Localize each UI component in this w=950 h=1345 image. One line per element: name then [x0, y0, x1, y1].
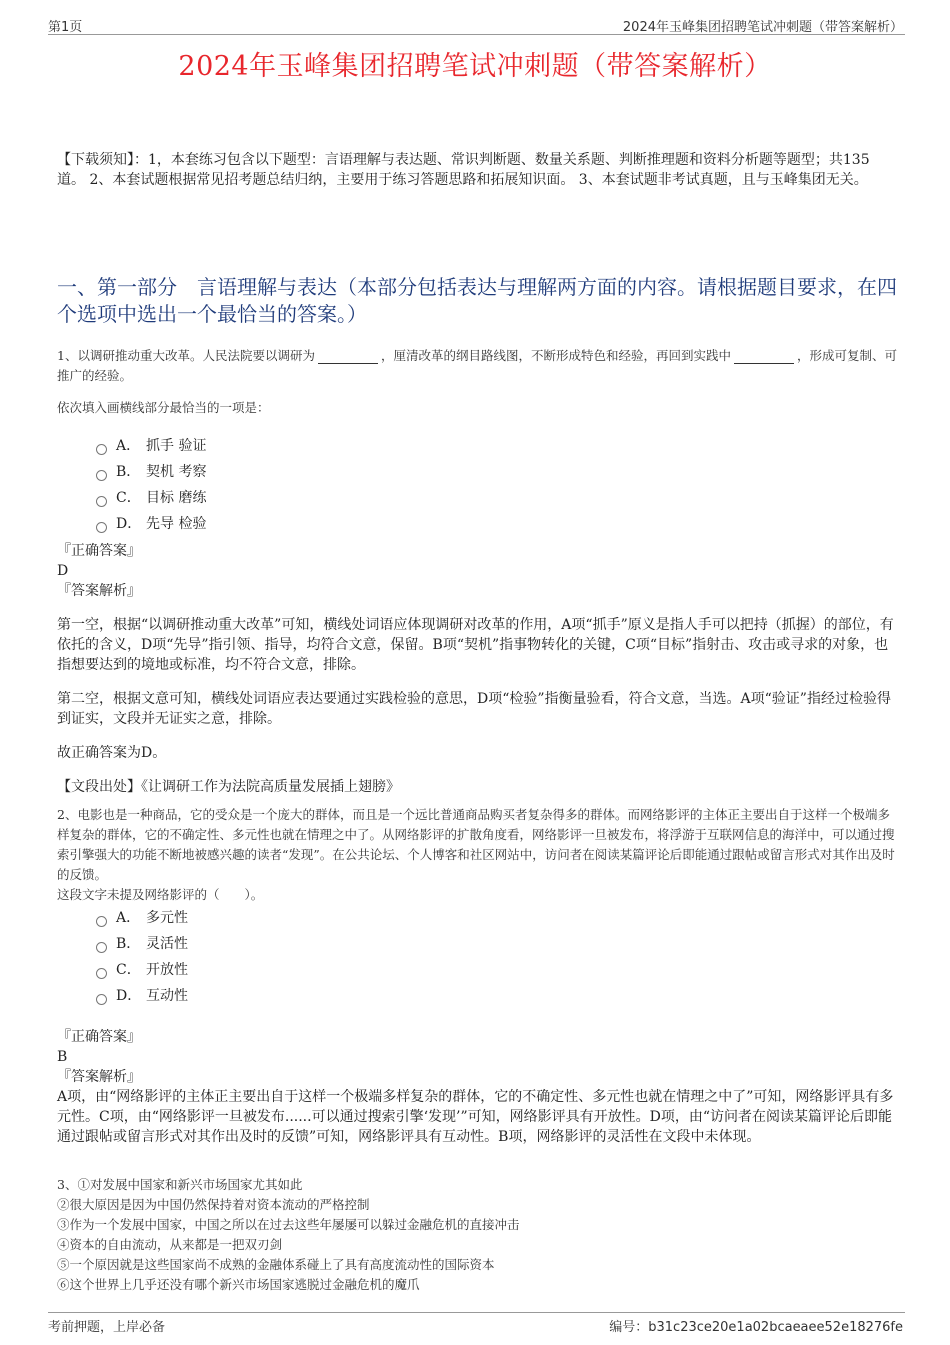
question-1-prompt: 依次填入画横线部分最恰当的一项是：: [57, 400, 270, 415]
question-2-stem: 2、电影也是一种商品，它的受众是一个庞大的群体，而且是一个远比普通商品购买者复杂得多的群体。而网络影评的主体正主要出自于这样一个极端多样复杂的群体，它的不确定性、多元性也就在情理之中了。从网络影评的扩散角度看，网络影评一旦被发布，将浮游于互联网信息的海洋中，可以通过搜索引擎强大的功能不断地被感兴趣的读者“发现”。在公共论坛、个人博客和社区网站中，访问者在阅读某篇评论后即能通过跟帖或留言形式对其作出及时的反馈。: [57, 807, 895, 882]
question-1-options: [96, 433, 206, 537]
analysis-paragraph-2: 第二空，根据文意可知，横线处词语应表达要通过实践检验的意思，D项“检验”指衡量验看，符合文意，当选。A项“验证”指经过检验得到证实，文段并无证实之意，排除。: [57, 691, 891, 727]
option-a[interactable]: A． 多元性: [96, 905, 188, 931]
question-2-answer-block: [57, 1027, 895, 1147]
question-2-prompt: 这段文字未提及网络影评的（ ）。: [57, 887, 264, 902]
page-number: 第1页: [48, 20, 83, 35]
footer-slogan: 考前押题，上岸必备: [48, 1320, 166, 1335]
radio-icon[interactable]: [96, 942, 107, 953]
analysis-conclusion: 故正确答案为D。: [57, 745, 167, 761]
option-c[interactable]: C． 目标 磨练: [96, 485, 206, 511]
source-citation: 【文段出处】《让调研工作为法院高质量发展插上翅膀》: [57, 779, 400, 795]
radio-icon[interactable]: [96, 522, 107, 533]
radio-icon[interactable]: [96, 994, 107, 1005]
analysis-label: 『答案解析』: [57, 1069, 141, 1085]
page-header: [48, 14, 905, 35]
blank-1: [318, 350, 378, 364]
blank-2: [734, 350, 794, 364]
radio-icon[interactable]: [96, 470, 107, 481]
analysis-paragraph: A项，由“网络影评的主体正主要出自于这样一个极端多样复杂的群体，它的不确定性、多元性也就在情理之中了”可知，网络影评具有多元性。C项，由“网络影评一旦被发布......可以通过搜索引擎‘发现’”可知，网络影评具有开放性。D项，由“访问者在阅读某篇评论后即能通过跟帖或留言形式对其作出及时的反馈”可知，网络影评具有互动性。B项，网络影评的灵活性在文段中未体现。: [57, 1089, 894, 1145]
statement-line: ②很大原因是因为中国仍然保持着对资本流动的严格控制: [57, 1197, 370, 1212]
option-d[interactable]: D． 先导 检验: [96, 511, 206, 537]
analysis-label: 『答案解析』: [57, 583, 141, 599]
option-d[interactable]: D． 互动性: [96, 983, 188, 1009]
statement-line: ④资本的自由流动，从来都是一把双刃剑: [57, 1237, 283, 1252]
statement-line: ⑥这个世界上几乎还没有哪个新兴市场国家逃脱过金融危机的魔爪: [57, 1277, 420, 1292]
statement-line: ⑤一个原因就是这些国家尚不成熟的金融体系碰上了具有高度流动性的国际资本: [57, 1257, 495, 1272]
radio-icon[interactable]: [96, 916, 107, 927]
radio-icon[interactable]: [96, 496, 107, 507]
footer-serial: 编号：b31c23ce20e1a02bcaeaee52e18276fe: [609, 1320, 903, 1335]
answer-label: 『正确答案』: [57, 543, 141, 559]
option-a[interactable]: A． 抓手 验证: [96, 433, 206, 459]
question-1-stem: 1、以调研推动重大改革。人民法院要以调研为 ，厘清改革的纲目路线图，不断形成特色和经验，再回到实践中 ，形成可复制、可推广的经验。: [57, 348, 897, 383]
option-b[interactable]: B． 契机 考察: [96, 459, 206, 485]
question-2-options: [96, 905, 188, 1009]
section-heading: 一、第一部分 言语理解与表达（本部分包括表达与理解两方面的内容。请根据题目要求，在四个选项中选出一个最恰当的答案。）: [57, 275, 897, 326]
answer-value: D: [57, 563, 69, 579]
question-3-stem: [57, 1175, 897, 1295]
page-title: 2024年玉峰集团招聘笔试冲刺题（带答案解析）: [178, 51, 772, 82]
answer-label: 『正确答案』: [57, 1029, 141, 1045]
question-1-answer-block: [57, 541, 895, 797]
download-notice: 【下载须知】：1，本套练习包含以下题型：言语理解与表达题、常识判断题、数量关系题、判断推理题和资料分析题等题型；共135道。 2、本套试题根据常见招考题总结归纳，主要用于练习答题思路和拓展知识面。 3、本套试题非考试真题，且与玉峰集团无关。: [57, 152, 870, 188]
option-c[interactable]: C． 开放性: [96, 957, 188, 983]
radio-icon[interactable]: [96, 444, 107, 455]
header-doc-title: 2024年玉峰集团招聘笔试冲刺题（带答案解析）: [622, 20, 903, 35]
option-b[interactable]: B． 灵活性: [96, 931, 188, 957]
analysis-paragraph-1: 第一空，根据“以调研推动重大改革”可知，横线处词语应体现调研对改革的作用，A项“抓手”原义是指人手可以把持（抓握）的部位，有依托的含义，D项“先导”指引领、指导，均符合文意，保留。B项“契机”指事物转化的关键，C项“目标”指射击、攻击或寻求的对象，也指想要达到的境地或标准，均不符合文意，排除。: [57, 617, 894, 673]
statement-line: 3、①对发展中国家和新兴市场国家尤其如此: [57, 1177, 303, 1192]
radio-icon[interactable]: [96, 968, 107, 979]
page-footer: [48, 1312, 905, 1335]
statement-line: ③作为一个发展中国家，中国之所以在过去这些年屡屡可以躲过金融危机的直接冲击: [57, 1217, 520, 1232]
answer-value: B: [57, 1049, 68, 1065]
